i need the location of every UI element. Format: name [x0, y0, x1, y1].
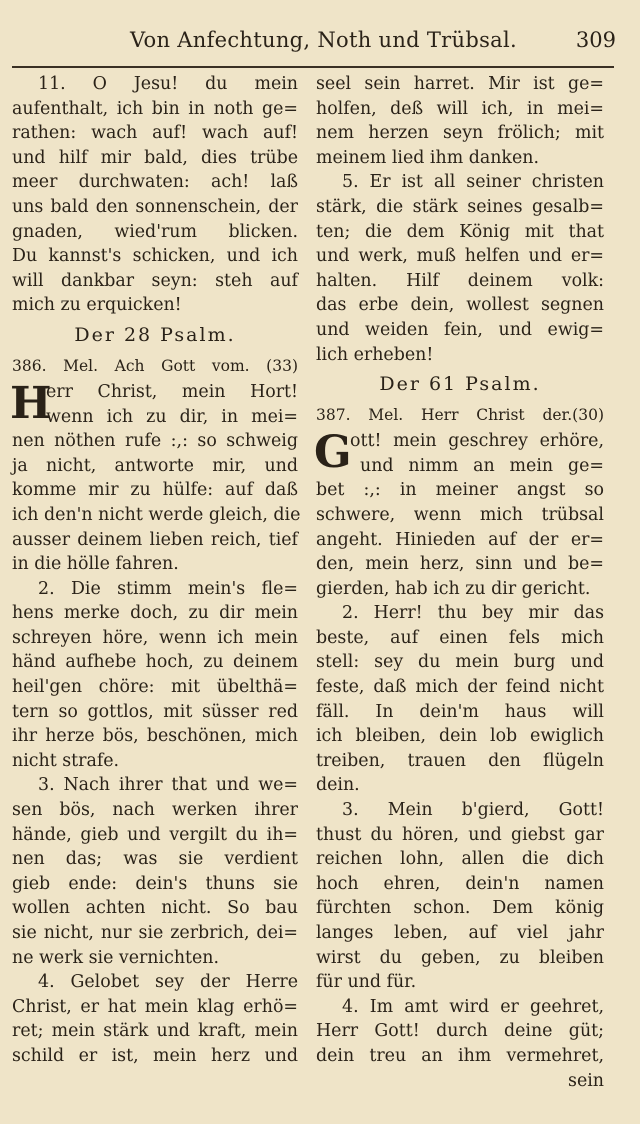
text-line: 3. Mein b'gierd, Gott! — [342, 800, 604, 821]
page-header — [10, 28, 616, 62]
text-line: meer durchwaten: ach! laß — [12, 172, 298, 193]
text-line: thust du hören, und giebst gar — [316, 824, 604, 845]
text-line: wenn ich zu dir, in mei= — [46, 406, 298, 427]
text-line: Christ, er hat mein klag erhö= — [12, 996, 298, 1017]
text-line: langes leben, auf viel jahr — [316, 923, 604, 943]
text-line: nen das; was sie verdient — [12, 849, 298, 870]
text-line: nicht strafe. — [12, 750, 120, 771]
hymn-melody-line: 386. Mel. Ach Gott vom. (33) — [12, 356, 298, 375]
text-line: ne werk sie vernichten. — [12, 947, 220, 968]
text-line: stell: sey du mein burg und — [316, 652, 604, 673]
text-line: angeht. Hinieden auf der er= — [316, 529, 604, 550]
text-line: heil'gen chöre: mit übelthä= — [12, 677, 298, 698]
text-line: ich bleiben, dein lob ewiglich — [316, 726, 604, 747]
text-line: und weiden fein, und ewig= — [316, 319, 604, 340]
text-line: ret; mein stärk und kraft, mein — [12, 1021, 298, 1042]
text-line: wollen achten nicht. So bau — [12, 898, 298, 919]
text-line: ich den'n nicht werde gleich, die — [12, 504, 301, 525]
hymn-387-verse-3 — [316, 798, 604, 995]
text-line: 5. Er ist all seiner christen — [342, 172, 604, 193]
text-line: beste, auf einen fels mich — [316, 627, 604, 648]
text-line: 2. Herr! thu bey mir das — [342, 603, 604, 624]
text-line: will dankbar seyn: steh auf — [12, 270, 298, 291]
text-line: händ aufhebe hoch, zu deinem — [12, 652, 298, 673]
hymn-386-verse-3 — [12, 773, 298, 970]
text-line: aufenthalt, ich bin in noth ge= — [12, 98, 298, 119]
text-line: gnaden, wied'rum blicken. — [12, 221, 298, 242]
text-line: hens merke doch, zu dir mein — [12, 603, 298, 624]
text-line: dein treu an ihm vermehret, — [316, 1045, 604, 1066]
text-line: ausser deinem lieben reich, tief — [12, 529, 298, 550]
hymn-387-verse-1 — [316, 429, 604, 601]
text-line: schreyen höre, wenn ich mein — [12, 627, 298, 648]
psalm-heading: Der 28 Psalm. — [74, 323, 236, 346]
text-line: hoch ehren, dein'n namen — [316, 873, 604, 894]
text-line: feste, daß mich der feind nicht — [316, 677, 604, 698]
text-line: tern so gottlos, mit süsser red — [12, 701, 298, 722]
first-line-text: err Christ, mein Hort! — [46, 381, 298, 402]
text-line: dein. — [316, 775, 360, 796]
text-line: uns bald den sonnenschein, der — [12, 196, 298, 217]
text-line: bet :,: in meiner angst so — [316, 480, 604, 501]
text-line: schild er ist, mein herz und — [12, 1045, 298, 1066]
catchword: sein — [568, 1070, 604, 1091]
text-line: sen bös, nach werken ihrer — [12, 800, 298, 821]
hymn-386-verse-4-continued — [316, 72, 604, 170]
text-line: ten; die dem König mit that — [316, 221, 604, 242]
hymn-386-verse-1 — [10, 377, 301, 577]
text-line: komme mir zu hülfe: auf daß — [12, 480, 298, 501]
text-line: ihr herze bös, beschönen, mich — [12, 726, 298, 747]
hymn-386-verse-4 — [12, 970, 298, 1068]
text-line: ja nicht, antworte mir, und — [12, 455, 298, 476]
text-line: 4. Im amt wird er geehret, — [342, 996, 604, 1017]
text-line: holfen, deß will ich, in mei= — [316, 98, 604, 119]
left-column — [10, 72, 301, 1069]
text-line: fürchten schon. Dem könig — [316, 898, 604, 919]
text-line: gierden, hab ich zu dir gericht. — [316, 578, 591, 599]
psalm-heading: Der 61 Psalm. — [379, 373, 541, 396]
text-line: den, mein herz, sinn und be= — [316, 554, 604, 575]
text-line: stärk, die stärk seines gesalb= — [316, 196, 604, 217]
text-line: Herr Gott! durch deine güt; — [316, 1021, 604, 1042]
verse-11 — [12, 72, 298, 318]
text-line: 2. Die stimm mein's fle= — [38, 578, 298, 599]
hymn-386-verse-5 — [316, 170, 604, 367]
text-line: 4. Gelobet sey der Herre — [38, 972, 298, 993]
text-line: und nimm an mein ge= — [360, 455, 604, 476]
hymn-melody-line: 387. Mel. Herr Christ der.(30) — [316, 406, 604, 425]
drop-cap: G — [314, 427, 352, 479]
text-line: lich erheben! — [316, 344, 434, 365]
text-line: seel sein harret. Mir ist ge= — [316, 74, 604, 94]
text-line: gieb ende: dein's thuns sie — [12, 873, 298, 894]
text-line: 11. O Jesu! du mein — [38, 74, 298, 94]
first-line-text: ott! mein geschrey erhöre, — [350, 431, 604, 452]
running-title: Von Anfechtung, Noth und Trübsal. — [130, 28, 517, 52]
text-line: sie nicht, nur sie zerbrich, dei= — [12, 923, 298, 943]
text-line: und werk, muß helfen und er= — [316, 246, 604, 267]
text-line: rathen: wach auf! wach auf! — [12, 123, 298, 144]
hymn-387-verse-2 — [316, 601, 604, 798]
hymn-387-verse-4 — [316, 995, 604, 1069]
hymn-386-verse-2 — [12, 577, 298, 774]
page-number: 309 — [575, 28, 616, 52]
text-line: für und für. — [316, 972, 417, 993]
text-line: mich zu erquicken! — [12, 295, 182, 316]
text-line: und hilf mir bald, dies trübe — [12, 147, 298, 168]
text-line: nem herzen seyn frölich; mit — [316, 123, 604, 144]
header-rule — [12, 66, 614, 68]
text-line: fäll. In dein'm haus will — [316, 701, 604, 722]
text-line: Du kannst's schicken, und ich — [12, 246, 298, 267]
text-line: reichen lohn, allen die dich — [316, 849, 604, 870]
right-column — [316, 72, 604, 1093]
text-line: meinem lied ihm danken. — [316, 147, 539, 168]
text-line: wirst du geben, zu bleiben — [316, 947, 604, 968]
drop-cap: H — [10, 377, 52, 429]
text-line: halten. Hilf deinem volk: — [316, 270, 604, 291]
text-line: in die hölle fahren. — [12, 554, 179, 575]
text-line: das erbe dein, wollest segnen — [316, 295, 604, 316]
text-line: 3. Nach ihrer that und we= — [38, 775, 298, 796]
text-line: schwere, wenn mich trübsal — [316, 504, 604, 525]
text-line: nen nöthen rufe :,: so schweig — [12, 431, 298, 452]
text-line: treiben, trauen den flügeln — [316, 750, 604, 771]
text-line: hände, gieb und vergilt du ih= — [12, 824, 298, 845]
